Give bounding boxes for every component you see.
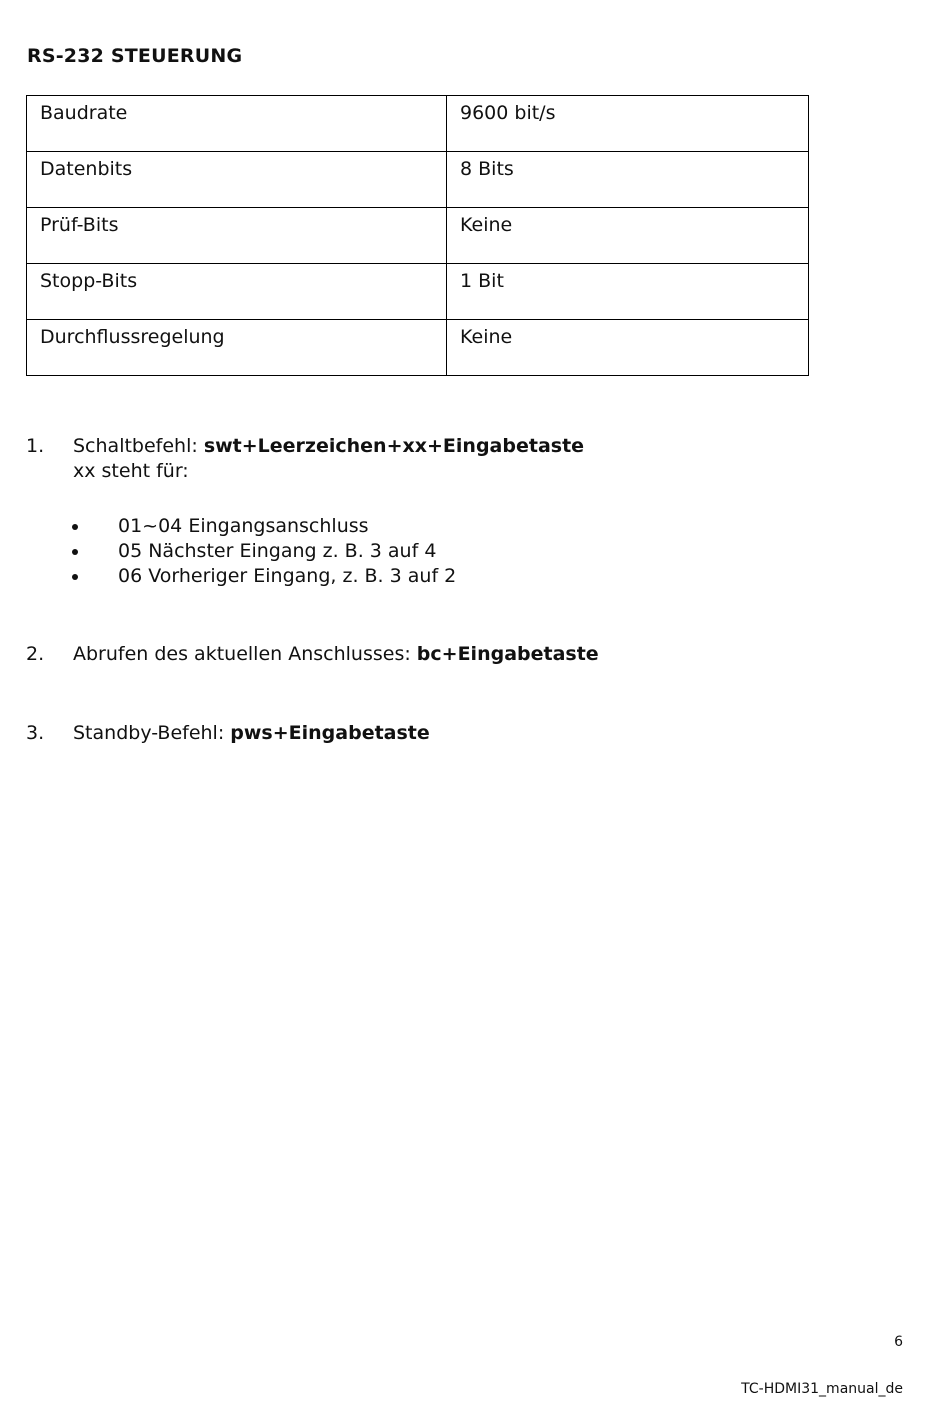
setting-value: Keine <box>447 320 809 376</box>
item-number: 1. <box>26 435 45 457</box>
rs232-settings-table <box>26 95 809 376</box>
table-row <box>27 320 809 376</box>
list-item <box>70 564 456 589</box>
item-subtext: xx steht für: <box>73 460 189 482</box>
command-text: swt+Leerzeichen+xx+Eingabetaste <box>203 435 585 457</box>
list-item-switch-command <box>26 434 584 484</box>
item-text: Abrufen des aktuellen Anschlusses: <box>73 643 417 665</box>
item-text: Schaltbefehl: <box>73 435 204 457</box>
document-footer: TC-HDMI31_manual_de <box>741 1381 903 1397</box>
setting-label: Stopp-Bits <box>27 264 447 320</box>
list-item-standby-command <box>26 721 430 746</box>
setting-label: Baudrate <box>27 96 447 152</box>
table-row <box>27 208 809 264</box>
setting-label: Prüf-Bits <box>27 208 447 264</box>
item-number: 2. <box>26 643 45 665</box>
table-row <box>27 96 809 152</box>
bullet-icon <box>72 524 78 530</box>
page-number: 6 <box>894 1334 903 1350</box>
list-item <box>70 514 456 539</box>
item-text: Standby-Befehl: <box>73 722 231 744</box>
bullet-text: 06 Vorheriger Eingang, z. B. 3 auf 2 <box>118 565 457 587</box>
bullet-text: 01~04 Eingangsanschluss <box>118 515 369 537</box>
setting-label: Datenbits <box>27 152 447 208</box>
bullet-icon <box>72 574 78 580</box>
bullet-icon <box>72 549 78 555</box>
section-heading: RS-232 STEUERUNG <box>27 45 243 67</box>
table-row <box>27 264 809 320</box>
setting-value: 1 Bit <box>447 264 809 320</box>
command-text: pws+Eingabetaste <box>230 722 430 744</box>
list-item <box>70 539 456 564</box>
setting-label: Durchflussregelung <box>27 320 447 376</box>
setting-value: 8 Bits <box>447 152 809 208</box>
setting-value: 9600 bit/s <box>447 96 809 152</box>
bullet-text: 05 Nächster Eingang z. B. 3 auf 4 <box>118 540 437 562</box>
port-options-list <box>70 514 456 589</box>
table-row <box>27 152 809 208</box>
item-number: 3. <box>26 722 45 744</box>
setting-value: Keine <box>447 208 809 264</box>
command-text: bc+Eingabetaste <box>416 643 599 665</box>
list-item-query-command <box>26 642 599 667</box>
